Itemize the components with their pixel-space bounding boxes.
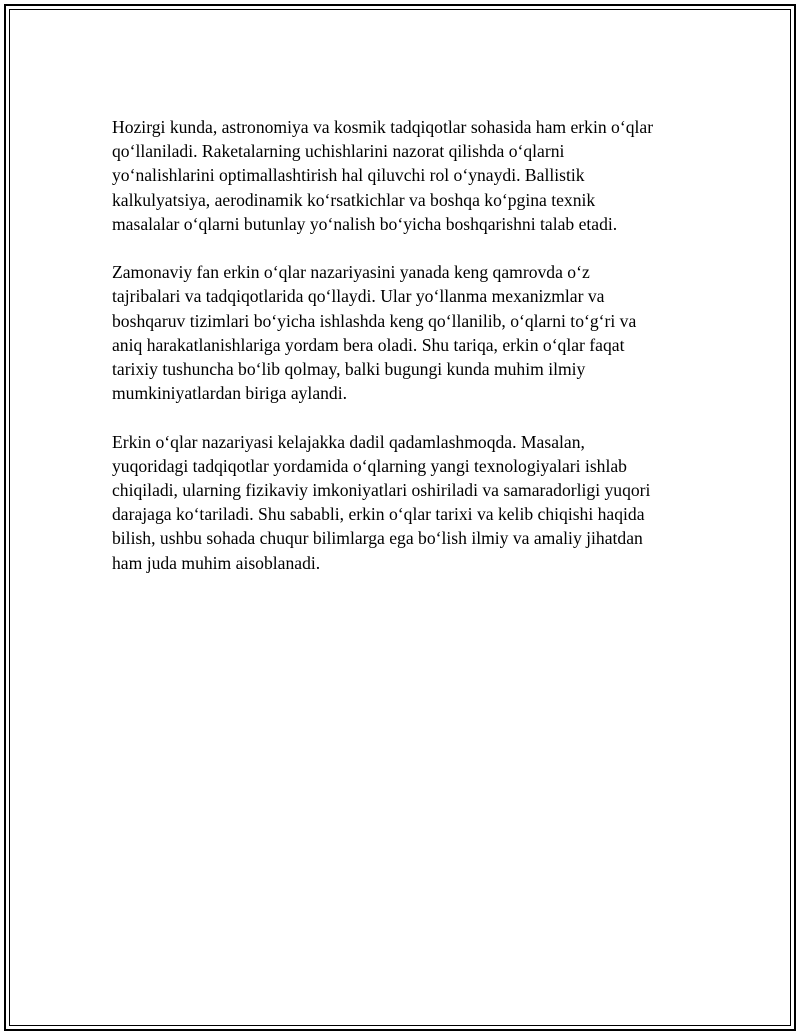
paragraph-line: masalalar oʻqlarni butunlay yoʻnalish boʻyicha boshqarishni talab etadi. (112, 213, 618, 234)
paragraph-line: tarixiy tushuncha boʻlib qolmay, balki bugungi kunda muhim ilmiy (112, 359, 586, 380)
paragraph-line: yuqoridagi tadqiqotlar yordamida oʻqlarning yangi texnologiyalari ishlab (112, 455, 627, 476)
paragraph-1 (112, 115, 702, 236)
paragraph-line: yoʻnalishlarini optimallashtirish hal qiluvchi rol oʻynaydi. Ballistik (112, 165, 585, 186)
document-body (112, 115, 702, 599)
paragraph-line: chiqiladi, ularning fizikaviy imkoniyatlari oshiriladi va samaradorligi yuqori (112, 480, 651, 501)
paragraph-2 (112, 260, 702, 405)
paragraph-line: tajribalari va tadqiqotlarida qoʻllaydi. Ular yoʻllanma mexanizmlar va (112, 286, 605, 307)
paragraph-line: boshqaruv tizimlari boʻyicha ishlashda keng qoʻllanilib, oʻqlarni toʻgʻri va (112, 310, 637, 331)
paragraph-line: kalkulyatsiya, aerodinamik koʻrsatkichlar va boshqa koʻpgina texnik (112, 189, 596, 210)
paragraph-line: darajaga koʻtariladi. Shu sababli, erkin oʻqlar tarixi va kelib chiqishi haqida (112, 504, 645, 525)
paragraph-line: Zamonaviy fan erkin oʻqlar nazariyasini yanada keng qamrovda oʻz (112, 262, 590, 283)
paragraph-line: aniq harakatlanishlariga yordam bera oladi. Shu tariqa, erkin oʻqlar faqat (112, 334, 625, 355)
paragraph-line: bilish, ushbu sohada chuqur bilimlarga ega boʻlish ilmiy va amaliy jihatdan (112, 528, 643, 549)
paragraph-3 (112, 430, 702, 575)
paragraph-line: mumkiniyatlardan biriga aylandi. (112, 383, 348, 404)
paragraph-line: Erkin oʻqlar nazariyasi kelajakka dadil qadamlashmoqda. Masalan, (112, 431, 585, 452)
paragraph-line: ham juda muhim aisoblanadi. (112, 552, 321, 573)
paragraph-line: Hozirgi kunda, astronomiya va kosmik tadqiqotlar sohasida ham erkin oʻqlar (112, 117, 654, 137)
paragraph-line: qoʻllaniladi. Raketalarning uchishlarini nazorat qilishda oʻqlarni (112, 141, 565, 162)
